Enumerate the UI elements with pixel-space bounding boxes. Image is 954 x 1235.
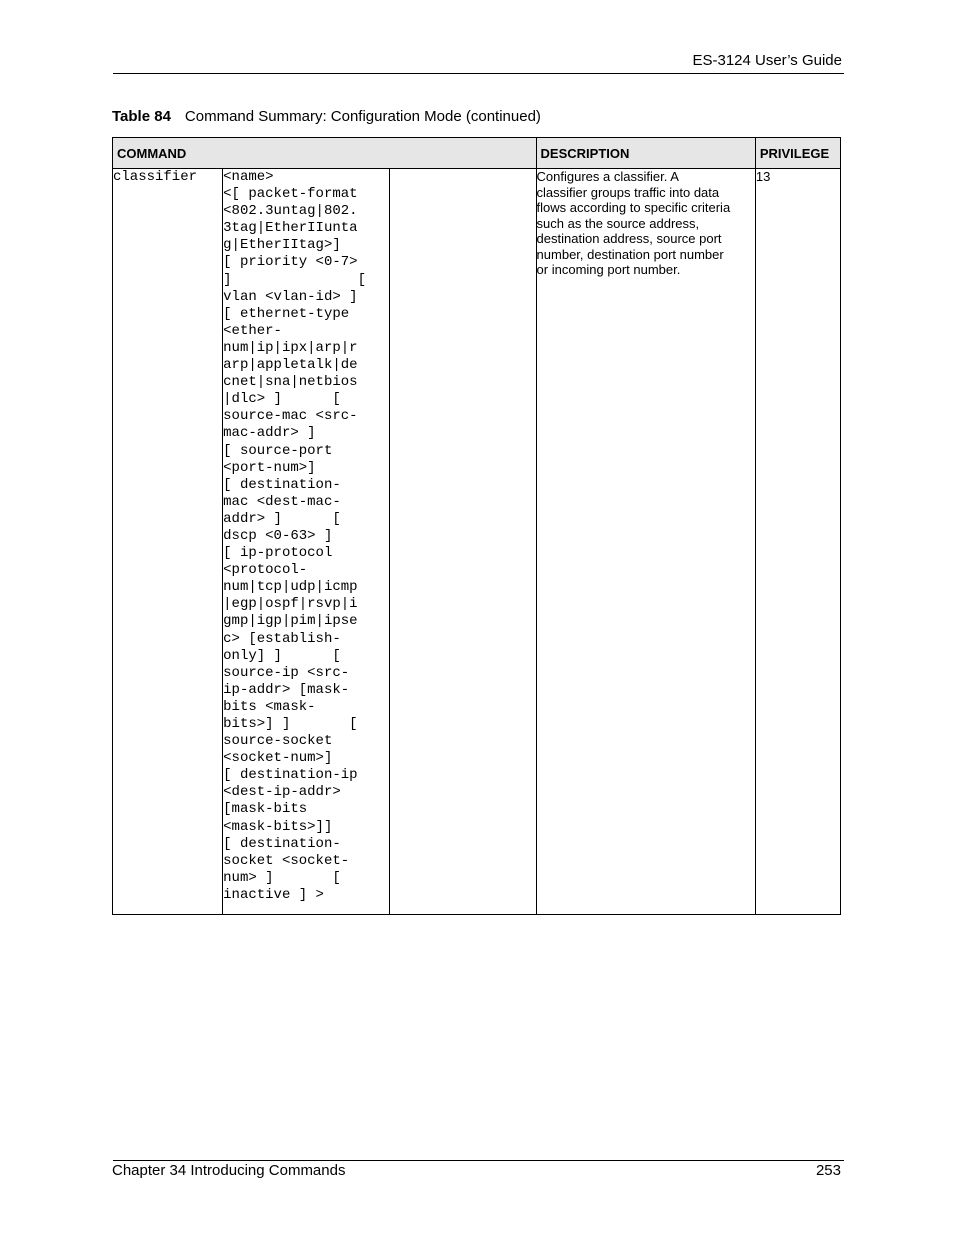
argument-line: <802.3untag|802. (223, 203, 358, 220)
empty-cell (390, 169, 536, 915)
column-header-privilege: PRIVILEGE (755, 138, 840, 169)
description-line: or incoming port number. (536, 262, 681, 277)
command-privilege: 13 (755, 169, 840, 915)
description-line: classifier groups traffic into data (536, 184, 720, 200)
argument-line: [ destination- (223, 476, 341, 493)
description-line: destination address, source port (536, 231, 722, 246)
argument-line: mac <dest-mac- (223, 493, 341, 510)
argument-line: inactive ] > (223, 886, 324, 903)
argument-line: <name> (223, 169, 274, 185)
argument-line: num|tcp|udp|icmp (223, 579, 358, 596)
argument-line: dscp <0-63> ] (223, 527, 333, 544)
description-line: flows according to specific criteria (536, 200, 731, 215)
header-rule (113, 73, 844, 74)
command-description (536, 169, 755, 915)
table-caption (112, 108, 541, 125)
command-table (112, 137, 841, 915)
argument-line: bits>] ] [ (223, 716, 358, 732)
argument-line: source-socket (223, 733, 333, 750)
argument-line: [ ip-protocol (223, 545, 333, 562)
column-header-description: DESCRIPTION (536, 138, 755, 169)
argument-line: arp|appletalk|de (223, 357, 358, 374)
argument-line: g|EtherIItag>] (223, 237, 341, 254)
argument-line: [ ethernet-type (223, 305, 350, 322)
argument-line: |dlc> ] [ (223, 391, 341, 408)
argument-line: 3tag|EtherIIunta (223, 220, 358, 237)
header-title: ES-3124 User’s Guide (692, 52, 842, 69)
argument-line: num|ip|ipx|arp|r (223, 339, 358, 356)
argument-line: c> [establish- (223, 630, 341, 647)
table-header-row (113, 138, 841, 169)
argument-line: source-mac <src- (223, 408, 358, 425)
argument-line: <[ packet-format (223, 186, 358, 203)
argument-line: socket <socket- (223, 852, 350, 869)
argument-line: <socket-num>] (223, 750, 333, 767)
argument-line: ip-addr> [mask- (223, 681, 350, 698)
argument-line: bits <mask- (223, 698, 316, 715)
argument-line: [ priority <0-7> (223, 254, 358, 271)
argument-line: only] ] [ (223, 647, 341, 664)
table-number: Table 84 (112, 108, 171, 125)
argument-line: <protocol- (223, 562, 308, 579)
argument-line: vlan <vlan-id> ] (223, 288, 358, 305)
argument-line: gmp|igp|pim|ipse (223, 613, 358, 630)
column-header-command: COMMAND (113, 138, 537, 169)
argument-line: [ source-port (223, 442, 333, 459)
argument-line: num> ] [ (223, 869, 341, 886)
table-title: Command Summary: Configuration Mode (continued) (184, 108, 541, 125)
argument-line: <ether- (223, 322, 282, 339)
footer-rule (113, 1160, 844, 1161)
description-line: Configures a classifier. A (536, 169, 679, 184)
footer-chapter: Chapter 34 Introducing Commands (112, 1162, 346, 1179)
argument-line: mac-addr> ] (223, 425, 316, 442)
argument-line: <port-num>] (223, 459, 316, 476)
table-row (113, 169, 841, 915)
page-number: 253 (815, 1162, 841, 1179)
argument-line: |egp|ospf|rsvp|i (223, 596, 358, 613)
description-line: number, destination port number (536, 246, 724, 262)
argument-line: addr> ] [ (223, 510, 341, 527)
command-arguments (223, 169, 390, 915)
argument-line: <dest-ip-addr> (223, 784, 341, 801)
argument-line: source-ip <src- (223, 664, 350, 681)
argument-line: [mask-bits (223, 801, 308, 818)
argument-line: [ destination- (223, 835, 341, 852)
command-name: classifier (113, 169, 223, 915)
argument-line: ] [ (223, 271, 366, 288)
argument-line: [ destination-ip (223, 767, 358, 784)
description-line: such as the source address, (536, 215, 700, 231)
argument-line: <mask-bits>]] (223, 818, 333, 835)
argument-line: cnet|sna|netbios (223, 374, 358, 391)
